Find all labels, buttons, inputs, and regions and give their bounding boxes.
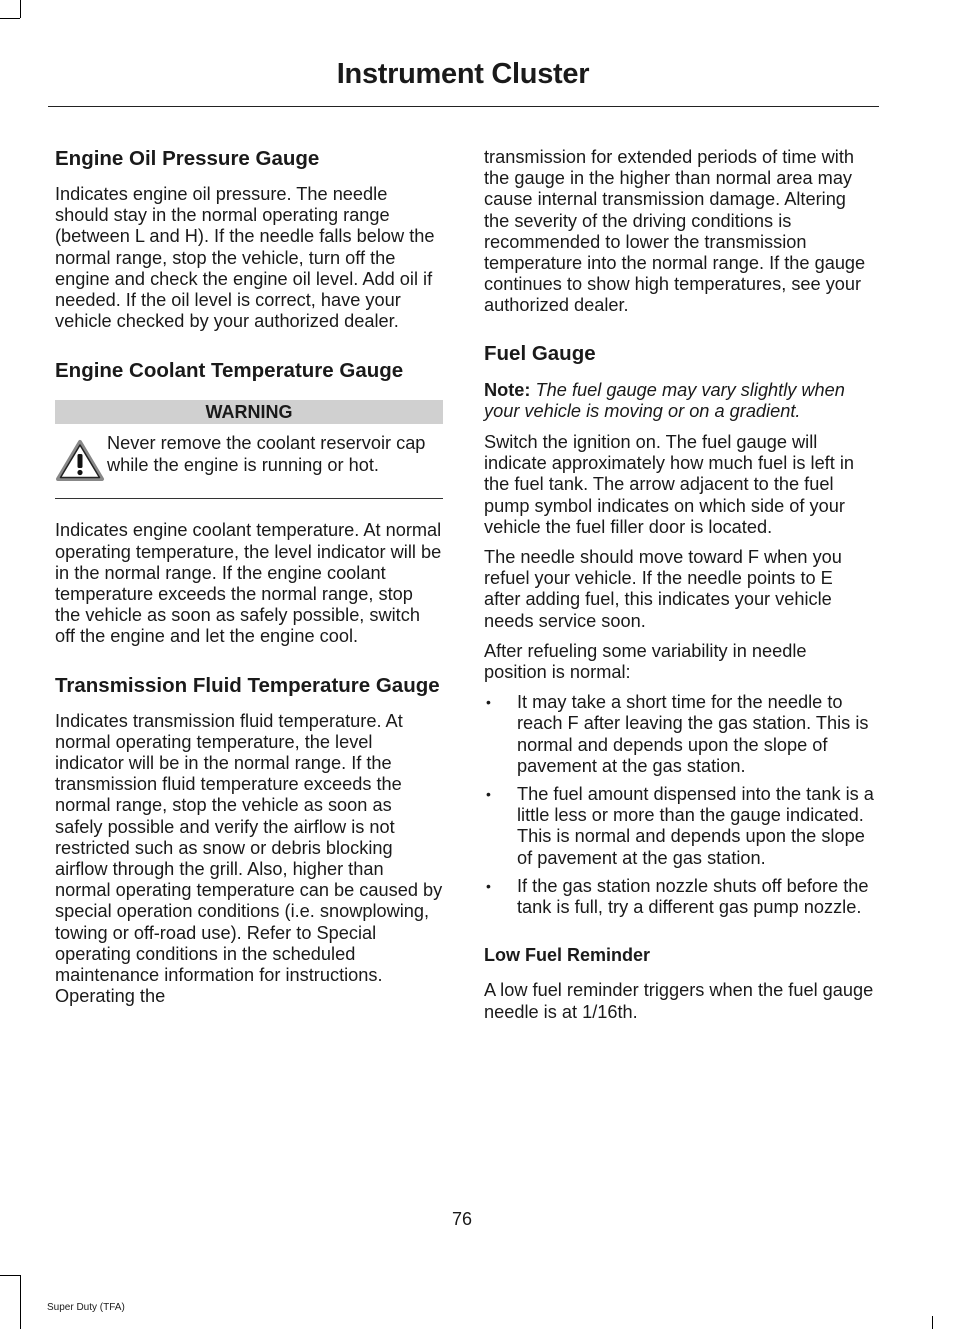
- crop-mark: [932, 1316, 933, 1329]
- coolant-heading: Engine Coolant Temperature Gauge: [55, 359, 404, 383]
- oil-pressure-text: Indicates engine oil pressure. The needle should stay in the normal operating range (between L and H). If the needle falls below the normal range, stop the vehicle, turn off the engine and check the engine oil level. Add oil if needed. If the oil level is correct, have your vehicle checked by your authorized dealer.: [55, 184, 435, 332]
- transmission-text: Indicates transmission fluid temperature. At normal operating temperature, the level indicator will be in the normal range. If the transmission fluid temperature exceeds the normal range, stop the vehicle as soon as safely possible and verify the airflow is not restricted such as snow or debris blocking airflow through the grill. Also, higher than normal operating temperature can be caused by special operation conditions (i.e. snowplowing, towing or off-road use). Refer to Special operating conditions in the scheduled maintenance information for instructions. Operating the: [55, 710, 443, 1007]
- crop-mark: [0, 1275, 20, 1276]
- crop-mark: [20, 1275, 21, 1329]
- crop-mark: [0, 18, 20, 19]
- crop-mark: [20, 0, 21, 18]
- refuel-bullet-list: [484, 692, 874, 918]
- warning-label: WARNING: [55, 400, 443, 424]
- page-number: 76: [451, 1209, 473, 1229]
- warning-triangle-icon: [55, 439, 107, 488]
- left-column: [55, 146, 443, 1007]
- fuel-note: [484, 380, 874, 422]
- bullet-icon: •: [486, 786, 491, 803]
- low-fuel-text: A low fuel reminder triggers when the fuel gauge needle is at 1/16th.: [484, 980, 874, 1022]
- bullet-icon: •: [486, 877, 491, 894]
- warning-content: [55, 424, 443, 499]
- bullet-icon: •: [486, 694, 491, 711]
- right-column: [484, 146, 874, 1023]
- low-fuel-heading: Low Fuel Reminder: [484, 945, 651, 966]
- fuel-gauge-heading: Fuel Gauge: [484, 341, 596, 365]
- list-item: [484, 876, 874, 918]
- list-item-text: The fuel amount dispensed into the tank is a little less or more than the gauge indicated. This is normal and depends upon the slope of pavement at the gas station.: [517, 784, 874, 868]
- coolant-text: Indicates engine coolant temperature. At normal operating temperature, the level indicator will be in the normal range. If the engine coolant temperature exceeds the normal range, stop the vehicle as soon as safely possible, switch off the engine and let the engine cool.: [55, 520, 442, 647]
- transmission-text-continued: transmission for extended periods of time with the gauge in the higher than normal area may cause internal transmission damage. Altering the severity of the driving conditions is recommended to lower the transmission temperature into the normal range. If the gauge continues to show high temperatures, see your authorized dealer.: [484, 147, 866, 316]
- list-item: [484, 692, 874, 777]
- oil-pressure-heading: Engine Oil Pressure Gauge: [55, 147, 320, 170]
- note-text: The fuel gauge may vary slightly when your vehicle is moving or on a gradient.: [484, 379, 845, 421]
- list-item: [484, 784, 874, 869]
- list-item-text: It may take a short time for the needle to reach F after leaving the gas station. This is normal and depends upon the slope of pavement at the gas station.: [517, 692, 869, 776]
- warning-text: Never remove the coolant reservoir cap while the engine is running or hot.: [107, 433, 426, 475]
- list-item-text: If the gas station nozzle shuts off before the tank is full, try a different gas pump nozzle.: [517, 875, 869, 918]
- transmission-heading: Transmission Fluid Temperature Gauge: [55, 673, 440, 697]
- warning-box: [55, 400, 443, 499]
- title-divider: [48, 106, 879, 107]
- fuel-text-1: Switch the ignition on. The fuel gauge will indicate approximately how much fuel is left in the fuel tank. The arrow adjacent to the fuel pump symbol indicates on which side of your vehicle the fuel filler door is located.: [484, 432, 854, 537]
- document-title: Super Duty (TFA): [47, 1302, 125, 1313]
- fuel-text-2: The needle should move toward F when you refuel your vehicle. If the needle points to E after adding fuel, this indicates your vehicle needs service soon.: [484, 547, 842, 631]
- fuel-text-3: After refueling some variability in needle position is normal:: [484, 640, 807, 683]
- page-title: Instrument Cluster: [336, 58, 590, 90]
- note-label: Note:: [484, 379, 531, 400]
